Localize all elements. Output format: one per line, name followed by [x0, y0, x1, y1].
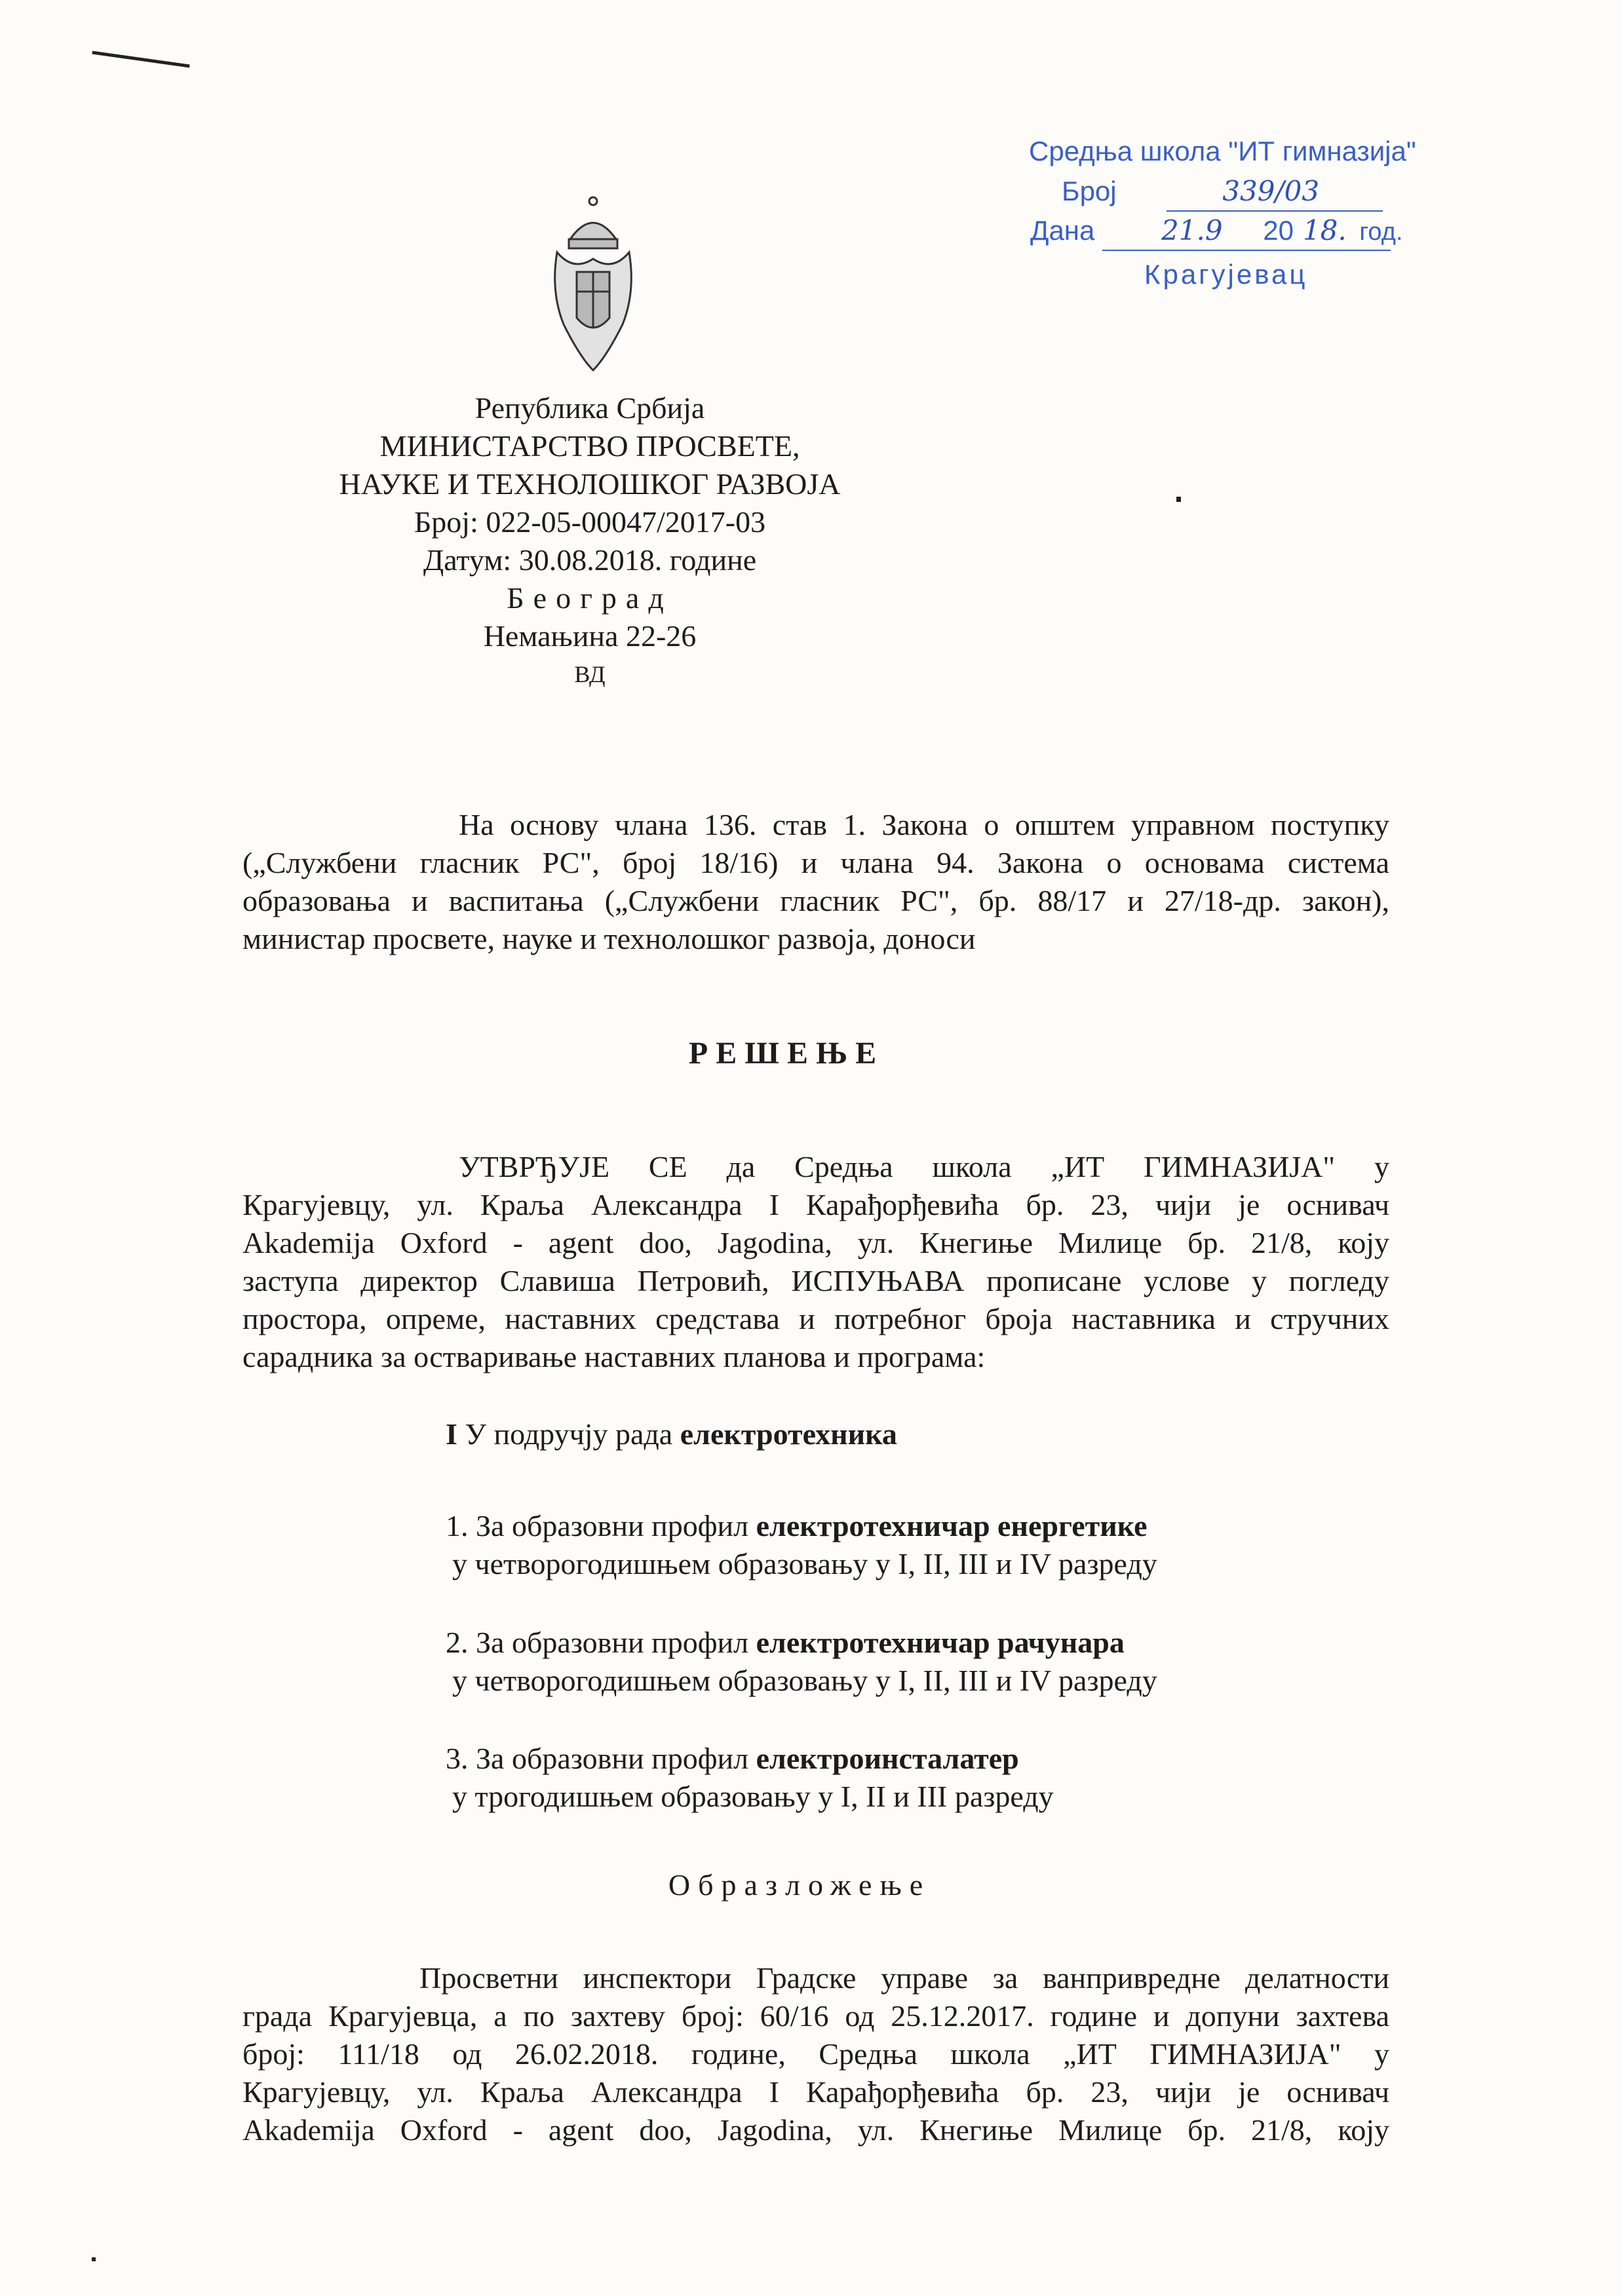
stamp-school-name: Средња школа "ИТ гимназија"	[1029, 136, 1416, 166]
stamp-broj-value: 339/03	[1222, 175, 1320, 207]
header-ministry-2: НАУКЕ И ТЕХНОЛОШКОГ РАЗВОЈА	[339, 467, 841, 501]
intro-paragraph: На основу члана 136. став 1. Закона о општем управном поступку („Службени гласник РС", број 18/16) и члана 94. Закона о основама система образовања и васпитања („Службени гласник РС", бр. 88/17 и 27/18-др. закон), министар просвете, науке и технолошког развоја, доноси	[242, 808, 1389, 955]
header-datum: Датум: 30.08.2018. године	[423, 543, 757, 577]
stamp-dana-day: 21.9	[1161, 214, 1223, 246]
header-address: Немањина 22-26	[483, 619, 697, 653]
stamp-city: Крагујевац	[1144, 259, 1308, 290]
header-city: Београд	[507, 581, 673, 615]
stamp-year: 18.	[1302, 214, 1347, 246]
scan-dot	[92, 2257, 96, 2261]
header-ministry: МИНИСТАРСТВО ПРОСВЕТЕ,	[379, 429, 800, 463]
profile-item: 3. За образовни профил електроинсталатер у трогодишњем образовању у I, II и III разреду	[446, 1742, 1054, 1813]
scan-dot	[1176, 497, 1181, 502]
school-stamp	[1003, 128, 1448, 305]
reasoning-paragraph: Просветни инспектори Градске управе за ванпривредне делатности града Крагујевца, а по захтеву број: 60/16 од 25.12.2017. године и допуни захтева број: 111/18 од 26.02.2018. године, Средња школа „ИТ ГИМНАЗИЈА" у Крагујевцу, ул. Краља Александра I Карађорђевића бр. 23, чији је оснивач Akademija Oxford - agent doo, Jagodina, ул. Кнегиње Милице бр. 21/8, коју	[242, 1961, 1389, 2147]
decision-title: РЕШЕЊЕ	[688, 1036, 885, 1071]
header-broj: Број: 022-05-00047/2017-03	[414, 505, 766, 539]
decision-paragraph: УТВРЂУЈЕ СЕ да Средња школа „ИТ ГИМНАЗИЈА" у Крагујевцу, ул. Краља Александра I Карађорђевића бр. 23, чији је оснивач Akademija Oxford - agent doo, Jagodina, ул. Кнегиње Милице бр. 21/8, коју заступа директор Славиша Петровић, ИСПУЊАВА прописане услове у погледу простора, опреме, наставних средстава и потребног броја наставника и стручних сарадника за остваривање наставних планова и програма:	[242, 1150, 1389, 1373]
header-republic: Република Србија	[474, 391, 705, 425]
coat-of-arms-icon	[544, 193, 642, 377]
scan-mark	[92, 51, 189, 68]
stamp-god-label: год.	[1359, 218, 1403, 246]
profile-item: 1. За образовни профил електротехничар енергетике у четворогодишњем образовању у I, II, III и IV разреду	[446, 1509, 1157, 1580]
stamp-broj-label: Број	[1062, 176, 1117, 206]
reasoning-title: Образложење	[668, 1868, 931, 1902]
stamp-year-prefix: 20	[1263, 215, 1294, 246]
header-initials: ВД	[574, 661, 606, 687]
stamp-dana-label: Дана	[1030, 215, 1095, 246]
profile-item: 2. За образовни профил електротехничар рачунара у четворогодишњем образовању у I, II, III и IV разреду	[446, 1626, 1157, 1697]
area-heading: I У подручју рада електротехника	[446, 1417, 897, 1451]
